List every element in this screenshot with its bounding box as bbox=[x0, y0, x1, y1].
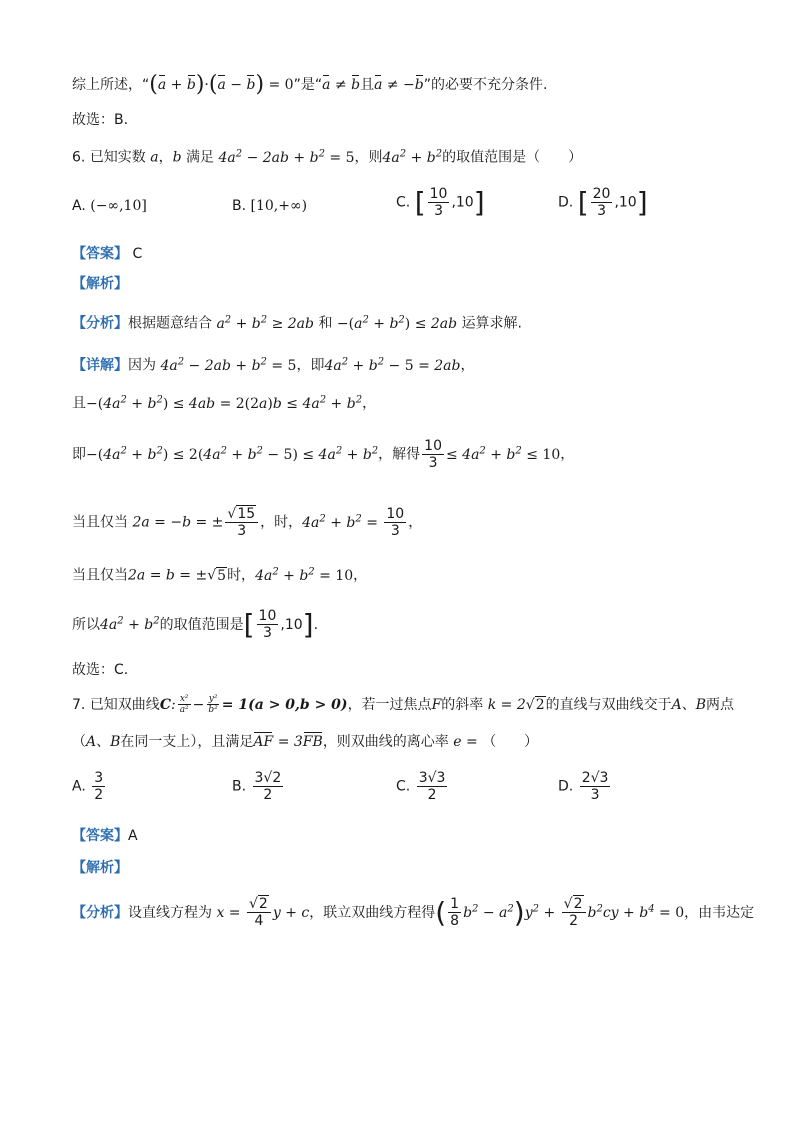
option-b[interactable]: B. [10,+∞) bbox=[232, 198, 308, 214]
option-c[interactable]: C. [ $\frac{10}{3}$ ,10] bbox=[396, 186, 485, 220]
answer-choice-line-6: 故选：C. bbox=[72, 662, 129, 678]
question-7-stem-line-1: 7. 已知双曲线C: $\frac{\text{x²}}{\text{a²}}$ − $\frac{\text{y²}}{\text{b²}}$ = 1(a > 0,b > 0)，若一过焦点F的斜率 k = 2√2的直线与双曲线交于A、B两点 bbox=[72, 694, 735, 716]
option-b[interactable]: B. $\frac{3√2}{2}$ bbox=[232, 770, 282, 804]
derivation-line-2: 即$-(4a^2 + b^2) \le 2(4a^2 + b^2 - 5) \le 4a^2 + b^2$，解得 $\frac{10}{3}$ ≤ $4a^2 + b^2 \le 10$， bbox=[72, 438, 575, 472]
option-a[interactable]: A. $\frac{3}{2}$ bbox=[72, 770, 104, 804]
option-d[interactable]: D. $\frac{2√3}{3}$ bbox=[558, 770, 609, 804]
text: ”是“ bbox=[293, 77, 323, 94]
derivation-line-4: 当且仅当2a = b = ±√5时，$4a^2 + b^2 = 10$， bbox=[72, 566, 368, 584]
analysis-6-xiangjie: 【详解】因为 $4a^2 - 2ab + b^2 = 5$，即$4a^2 + b^2 - 5 = 2ab$， bbox=[72, 356, 475, 374]
answer-choice-line: 故选：B. bbox=[72, 112, 129, 128]
analysis-7-header: 【解析】 bbox=[72, 860, 128, 876]
option-c[interactable]: C. $\frac{3√3}{2}$ bbox=[396, 770, 446, 804]
text: 且 bbox=[360, 77, 375, 94]
question-7-stem-line-2: （A、B在同一支上），且满足AF = 3FB，则双曲线的离心率 e = （ ） bbox=[72, 734, 539, 750]
analysis-6-fenxi: 【分析】根据题意结合 $a^2 + b^2 \ge 2ab$ 和 $-(a^2 + b^2) \le 2ab$ 运算求解. bbox=[72, 314, 523, 332]
derivation-line-3: 当且仅当 2a = −b = ± $\frac{√15}{3}$ ，时，$4a^2 + b^2$ = $\frac{10}{3}$ ， bbox=[72, 506, 423, 540]
analysis-7-fenxi: 【分析】设直线方程为 x = $\frac{√2}{4}$ y + c，联立双曲线方程得( $\frac{1}{8}$ $b^2 - a^2)y^2$ + $\frac{√2}{2}$ $b^2cy + b^4 = 0$，由韦达定 bbox=[72, 896, 755, 930]
summary-line: 综上所述，“(a + b)·(a − b) = 0”是“a ≠ b且a ≠ −b”的必要不充分条件. bbox=[72, 72, 548, 97]
text: 综上所述，“ bbox=[72, 77, 150, 94]
question-6-stem: 6. 已知实数 a，b 满足 $4a^2 - 2ab + b^2 = 5$，则$4a^2 + b^2$的取值范围是（ ） bbox=[72, 148, 583, 166]
text: ”的必要不充分条件. bbox=[423, 77, 548, 94]
answer-7: 【答案】A bbox=[72, 828, 138, 844]
derivation-line-1: 且$-(4a^2 + b^2) \le 4ab = 2(2a)b \le 4a^2 + b^2$， bbox=[72, 394, 377, 412]
option-a[interactable]: A. (−∞,10] bbox=[72, 198, 147, 214]
analysis-6-header: 【解析】 bbox=[72, 276, 128, 292]
answer-6: 【答案】 C bbox=[72, 246, 143, 262]
option-d[interactable]: D. [ $\frac{20}{3}$ ,10] bbox=[558, 186, 648, 220]
derivation-line-5: 所以$4a^2 + b^2$的取值范围是[ $\frac{10}{3}$ ,10]. bbox=[72, 608, 319, 642]
